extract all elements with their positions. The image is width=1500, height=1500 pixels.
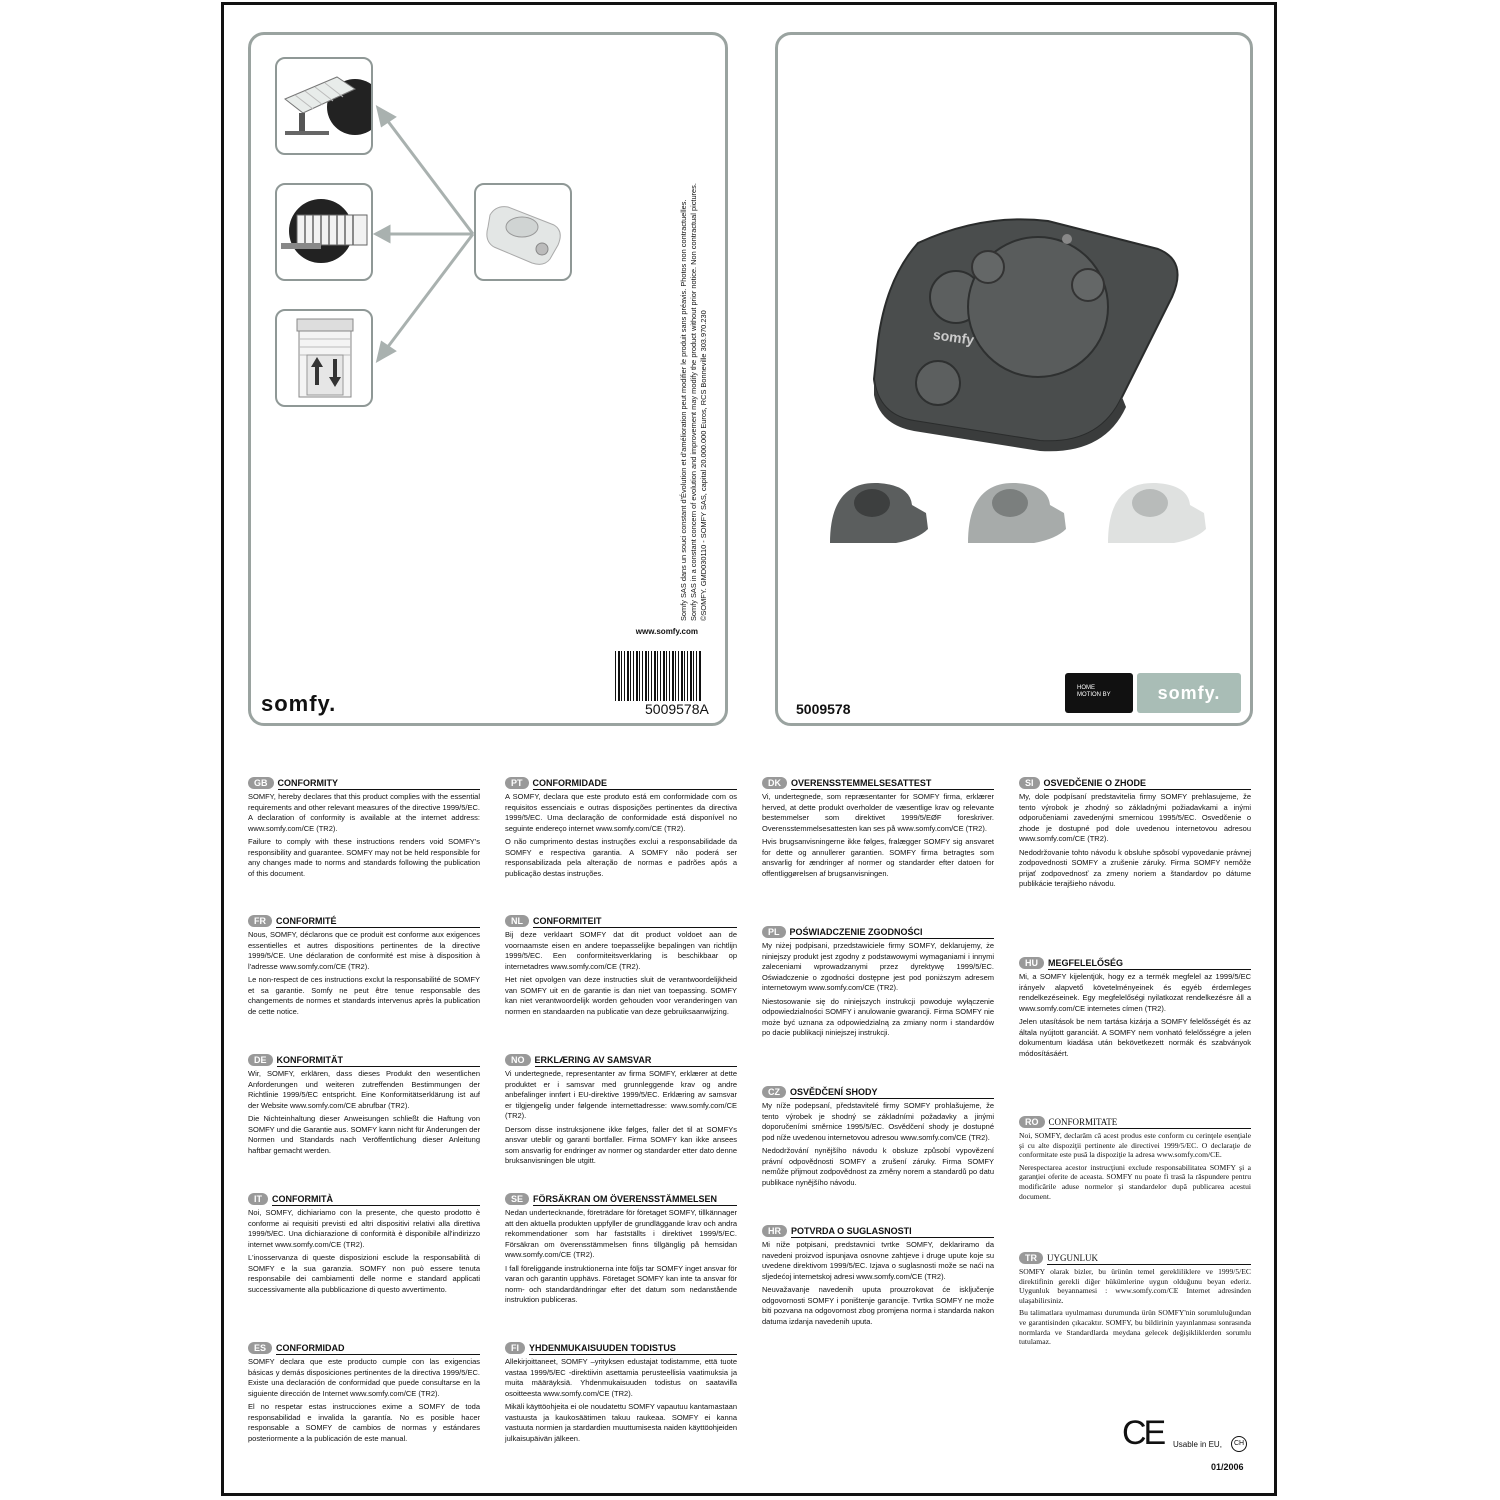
language-code-badge: NL <box>505 915 529 927</box>
section-it <box>248 1192 480 1298</box>
section-tr <box>1019 1251 1251 1350</box>
section-paragraph: Bu talimatlara uyulmaması durumunda ürün SOMFY'nin sorumluluğundan ve garantisinden çıkacaktır. SOMFY, bu bildirinin yayınlanması sonrasında normlarda ve Standardlarda meydana gelecek değişikliklerden sorumlu tutulamaz. <box>1019 1308 1251 1347</box>
section-title: OSVĚDČENÍ SHODY <box>790 1086 994 1099</box>
barcode <box>615 651 701 701</box>
section-paragraph: Nedodržování nynějšího návodu k obsluze způsobí vypovězení právní odpovědnosti SOMFY a zrušení záruky. Firma SOMFY nemůže přijmout zodpovědnost za změny norem a standardů po datu publikace nynějšího návodu. <box>762 1146 994 1187</box>
section-paragraph: Hvis brugsanvisningerne ikke følges, fralægger SOMFY sig ansvaret for dette og annullerer garantien. SOMFY firma betragtes som ansvarlig for ændringer af normer og standarder efter datoen for offentliggørelsen af brugsanvisningen. <box>762 837 994 878</box>
section-header <box>762 1085 994 1099</box>
language-code-badge: HR <box>762 1225 787 1237</box>
section-header <box>248 1341 480 1355</box>
section-no <box>505 1053 737 1170</box>
gate-icon <box>275 183 373 281</box>
language-code-badge: CZ <box>762 1086 786 1098</box>
language-code-badge: NO <box>505 1054 531 1066</box>
section-title: UYGUNLUK <box>1047 1252 1251 1265</box>
section-paragraph: Dersom disse instruksjonene ikke følges, faller det til at SOMFYs ansvar uteblir og garanti bortfaller. Firma SOMFY kan ikke ansees som ansvarlig for endringer av normer og standarder etter dato denne bruksanvisningen ble utgitt. <box>505 1124 737 1165</box>
section-fi <box>505 1341 737 1447</box>
somfy-badge <box>1137 673 1241 713</box>
section-title: FÖRSÄKRAN OM ÖVERENSSTÄMMELSEN <box>533 1193 737 1206</box>
section-gb <box>248 776 480 882</box>
section-paragraph: Neuvažavanje navedenih uputa prouzrokovat će isključenje odgovornosti SOMFY i poništenje garancije. Tvrtka SOMFY ne može biti pozvana na odgovornost zbog promjena norma i standarda nakon datuma izdanja navedenih uputa. <box>762 1285 994 1326</box>
section-header <box>1019 776 1251 790</box>
section-title: CONFORMIDADE <box>533 777 737 790</box>
section-paragraph: My niżej podpisani, przedstawiciele firmy SOMFY, deklarujemy, że niniejszy produkt jest zgodny z podstawowymi wymaganiami i innymi zaleceniami wprowadzanymi przez dyrektywę 1999/5/EC. Oświadczenie o zgodności dostępne jest pod poniższym adresem internetowym www.somfy.com/CE (TR2). <box>762 941 994 992</box>
section-title: ERKLÆRING AV SAMSVAR <box>535 1054 738 1067</box>
language-code-badge: ES <box>248 1342 272 1354</box>
section-paragraph: Jelen utasítások be nem tartása kizárja a SOMFY felelősségét és az általa nyújtott garanciát. A SOMFY nem vonható felelősségre a jelen dokumentum kiadása után bekövetkezett normák és szabványok módosításáért. <box>1019 1017 1251 1058</box>
section-title: CONFORMIDAD <box>276 1342 480 1355</box>
section-paragraph: My níže podepsaní, představitelé firmy SOMFY prohlašujeme, že tento výrobek je shodný se základními požadavky a jinými doporučeními směrnice 1995/5/EC. Osvědčení shody je dostupné pod níže uvedenou internetovou adresou www.somfy.com/CE (TR2). <box>762 1101 994 1142</box>
section-title: CONFORMITEIT <box>533 915 737 928</box>
section-paragraph: SOMFY declara que este producto cumple con las exigencias básicas y demás disposiciones pertinentes de la directiva 1999/5/EC. Existe una declaración de conformidad que puede consultarse en la siguiente dirección de Internet www.somfy.com/CE (TR2). <box>248 1357 480 1398</box>
section-header <box>248 1192 480 1206</box>
section-paragraph: Bij deze verklaart SOMFY dat dit product voldoet aan de voornaamste eisen en andere toepasselijke bepalingen van richtlijn 1999/5/EC. Een conformiteitsverklaring is beschikbaar op internetadres www.somfy.com/CE (TR2). <box>505 930 737 971</box>
language-code-badge: GB <box>248 777 274 789</box>
back-cover-panel <box>248 32 728 726</box>
section-paragraph: SOMFY, hereby declares that this product complies with the essential requirements and other relevant measures of the directive 1999/5/EC. A declaration of conformity is available at the internet address: www.somfy.com/CE (TR2). <box>248 792 480 833</box>
product-code: 5009578 <box>796 701 851 717</box>
section-paragraph: El no respetar estas instrucciones exime a SOMFY de toda responsabilidad e invalida la garantía. No es posible hacer responsable a SOMFY de cambios de normas y estándares posteriormente a la publicación de este manual. <box>248 1402 480 1443</box>
section-header <box>762 1224 994 1238</box>
roller-shutter-icon <box>275 309 373 407</box>
somfy-badge-logo: somfy. <box>1157 683 1221 703</box>
ce-mark: CE <box>1122 1414 1164 1452</box>
section-paragraph: A SOMFY, declara que este produto está em conformidade com os requisitos essenciais e outras disposições pertinentes da directiva 1999/5/EC. Uma declaração de conformidade está disponível no seguinte endereço internet www.somfy.com/CE (TR2). <box>505 792 737 833</box>
legal-notice <box>679 183 709 621</box>
language-code-badge: SI <box>1019 777 1040 789</box>
section-paragraph: Die Nichteinhaltung dieser Anweisungen schließt die Haftung von SOMFY und die Garantie aus. SOMFY kann nicht für Änderungen der Normen und Standards nach Veröffentlichung dieser Anleitung haftbar gemacht werden. <box>248 1114 480 1155</box>
front-cover-panel <box>775 32 1253 726</box>
section-es <box>248 1341 480 1447</box>
section-nl <box>505 914 737 1020</box>
section-header <box>248 776 480 790</box>
section-cz <box>762 1085 994 1191</box>
section-header <box>1019 956 1251 970</box>
section-header <box>505 914 737 928</box>
section-se <box>505 1192 737 1309</box>
section-header <box>505 776 737 790</box>
ch-mark: CH <box>1231 1436 1247 1452</box>
section-title: CONFORMITY <box>278 777 481 790</box>
section-title: CONFORMITÉ <box>276 915 480 928</box>
remote-control-icon <box>474 183 572 281</box>
usable-in-text: Usable in EU, <box>1173 1440 1222 1449</box>
section-pt <box>505 776 737 882</box>
language-code-badge: TR <box>1019 1252 1043 1264</box>
section-paragraph: Mi, a SOMFY kijelentjük, hogy ez a termék megfelel az 1999/5/EC irányelv alapvető követelményeinek és egyéb érdemleges rendelkezéseinek. Egy megfelelőségi nyilatkozat rendelkezésre áll a www.somfy.com/CE internetes címen (TR2). <box>1019 972 1251 1013</box>
section-de <box>248 1053 480 1159</box>
barcode-number: 5009578A <box>645 701 709 717</box>
section-title: POŚWIADCZENIE ZGODNOŚCI <box>790 926 994 939</box>
section-paragraph: Allekirjoittaneet, SOMFY –yrityksen edustajat todistamme, että tuote vastaa 1999/5/EC -direktiivin asettamia perusteellisia vaatimuksia ja muita määräyksiä. Yhdenmukaisuuden todistus on saatavilla osoitteesta www.somfy.com/CE (TR2). <box>505 1357 737 1398</box>
section-paragraph: I fall föreliggande instruktionerna inte följs tar SOMFY inget ansvar för varan och garantin upphävs. Företaget SOMFY kan inte ta ansvar för norm- och standardändringar efter det datum som nedanstående instruktion publiceras. <box>505 1263 737 1304</box>
section-header <box>1019 1115 1251 1129</box>
section-header <box>505 1341 737 1355</box>
home-motion-badge <box>1065 673 1133 713</box>
section-title: OSVEDČENIE O ZHODE <box>1044 777 1251 790</box>
section-title: KONFORMITÄT <box>277 1054 480 1067</box>
section-paragraph: Vi, undertegnede, som repræsentanter for SOMFY firma, erklærer herved, at dette produkt overholder de væsentlige krav og relevante bestemmelser som direktivet 1999/5/EØF foreskriver. Overensstemmelsesattesten kan ses på www.somfy.com/CE (TR2). <box>762 792 994 833</box>
legal-line-fr: Somfy SAS dans un souci constant d'Évolution et d'amélioration peut modifier le produit sans préavis. Photos non contractuelles. <box>679 199 688 621</box>
section-paragraph: Het niet opvolgen van deze instructies sluit de verantwoordelijkheid van SOMFY uit en de garantie is dan niet van toepassing. SOMFY kan niet verantwoordelijk worden gehouden voor veranderingen van normen en standaarden na publicatie van deze gebruiksaanwijzing. <box>505 975 737 1016</box>
section-pl <box>762 925 994 1042</box>
section-dk <box>762 776 994 882</box>
language-code-badge: FR <box>248 915 272 927</box>
legal-line-en: Somfy SAS in a constant concern of evolution and improvement may modify the product without prior notice. Non contractual pictures. <box>689 183 698 621</box>
section-paragraph: Nous, SOMFY, déclarons que ce produit est conforme aux exigences essentielles et autres dispositions pertinentes de la directive 1999/5/CE. Une déclaration de conformité est mise à disposition à l'adresse www.somfy.com/CE (TR2). <box>248 930 480 971</box>
section-header <box>762 776 994 790</box>
section-hr <box>762 1224 994 1330</box>
section-paragraph: Niestosowanie się do niniejszych instrukcji powoduje wyłączenie odpowiedzialności SOMFY i anulowanie gwarancji. Firma SOMFY nie może być uznana za odpowiedzialną za zmiany norm i standardów po dacie publikacji niniejszej instrukcji. <box>762 996 994 1037</box>
section-paragraph: Noi, SOMFY, declarăm că acest produs este conform cu cerinţele esenţiale şi cu alte dispoziţii pertinente ale directivei 1999/5/EC. O declaraţie de conformitate este pusă la dispoziţie la adresa www.somfy.com/CE. <box>1019 1131 1251 1160</box>
section-paragraph: L'inosservanza di queste disposizioni esclude la responsabilità di SOMFY e la sua garanzia. SOMFY non può essere tenuta responsabile dei cambiamenti delle norme e standard applicati successivamente alla pubblicazione di questo avvertimento. <box>248 1253 480 1294</box>
section-title: CONFORMITÀ <box>272 1193 480 1206</box>
language-code-badge: DE <box>248 1054 273 1066</box>
section-paragraph: Nedan undertecknande, företrädare för företaget SOMFY, tillkännager att den aktuella produkten uppfyller de grundläggande krav och andra rekommendationer som har fastställts i direktivet 1999/5/EC. Försäkran om överensstämmelsen finns tillgänglig på hemsidan www.somfy.com/CE (TR2). <box>505 1208 737 1259</box>
awning-icon <box>275 57 373 155</box>
section-header <box>505 1192 737 1206</box>
section-paragraph: My, dole podpísaní predstavitelia firmy SOMFY prehlasujeme, že tento výrobok je zhodný so základnými požiadavkami a inými odporučeniami zavedenými smernicou 1995/5/EC. Osvedčenie o zhode je dostupné pod dole uvedenou internetovou adresou www.somfy.com/CE (TR2). <box>1019 792 1251 843</box>
section-header <box>248 1053 480 1067</box>
language-code-badge: IT <box>248 1193 268 1205</box>
language-code-badge: HU <box>1019 957 1044 969</box>
section-header <box>1019 1251 1251 1265</box>
section-paragraph: Noi, SOMFY, dichiariamo con la presente, che questo prodotto è conforme ai requisiti previsti ed altri dispositivi relativi alla direttiva 1999/5/EC. Una dichiarazione di conformità è disponibile all'indirizzo internet www.somfy.com/CE (TR2). <box>248 1208 480 1249</box>
somfy-logo: somfy. <box>261 691 337 716</box>
section-paragraph: SOMFY olarak bizler, bu ürünün temel gerekliliklere ve 1999/5/EC direktifinin gerekli diğer hükümlerine uygun olduğunu beyan ederiz. Uygunluk beyannamesi : www.somfy.com/CE Internet adresinden ulaşabilirsiniz. <box>1019 1267 1251 1305</box>
legal-line-company: ©SOMFY. GMD030110 - SOMFY SAS, capital 20.000.000 Euros, RCS Bonneville 303.970.230 <box>699 310 708 621</box>
section-paragraph: Nerespectarea acestor instrucţiuni exclude responsabilitatea SOMFY şi a garanţiei oferite de aceasta. SOMFY nu poate fi trasă la răspundere pentru modificările aduse normelor şi standardelor după publicarea acestui document. <box>1019 1162 1251 1201</box>
section-paragraph: Nedodržovanie tohto návodu k obsluhe spôsobí vypovedanie právnej zodpovednosti SOMFY a zrušenie záruky. Firma SOMFY nemôže prijať zodpovednosť za zmeny noriem a štandardov po dátume publikácie terajšieho návodu. <box>1019 847 1251 888</box>
section-title: OVERENSSTEMMELSESATTEST <box>791 777 994 790</box>
language-code-badge: FI <box>505 1342 525 1354</box>
product-illustration <box>778 35 1250 723</box>
section-title: YHDENMUKAISUUDEN TODISTUS <box>529 1342 737 1355</box>
section-paragraph: O não cumprimento destas instruções exclui a responsabilidade da SOMFY e respectiva garantia. A SOMFY não poderá ser responsabilizada pela alteração de normas e padrões após a publicação destas instruções. <box>505 837 737 878</box>
language-code-badge: PL <box>762 926 786 938</box>
website-url: www.somfy.com <box>635 627 698 636</box>
section-paragraph: Mikäli käyttöohjeita ei ole noudatettu SOMFY vapautuu kantamastaan vastuusta ja kaukosäätimen takuu raukeaa. SOMFY ei kanna vastuuta normien ja stardardien muuttumisesta naiden käyttöohjeiden julkaisupäivän jälkeen. <box>505 1402 737 1443</box>
section-paragraph: Failure to comply with these instructions renders void SOMFY's responsibility and guarantee. SOMFY may not be held responsible for any changes made to norms and standards following the publication of this document. <box>248 837 480 878</box>
remote-brand-print: somfy <box>932 326 976 348</box>
section-header <box>762 925 994 939</box>
section-title: CONFORMITATE <box>1049 1116 1252 1129</box>
section-hu <box>1019 956 1251 1062</box>
language-code-badge: SE <box>505 1193 529 1205</box>
section-ro <box>1019 1115 1251 1204</box>
badge-motion-text: MOTION BY <box>1077 692 1111 698</box>
section-fr <box>248 914 480 1020</box>
section-paragraph: Wir, SOMFY, erklären, dass dieses Produkt den wesentlichen Anforderungen und weiteren zutreffenden Bestimmungen der Richtlinie 1999/5/EC entspricht. Eine Konformitätserklärung ist auf der Website www.somfy.com/CE abrufbar (TR2). <box>248 1069 480 1110</box>
language-code-badge: RO <box>1019 1116 1045 1128</box>
section-title: MEGFELELŐSÉG <box>1048 957 1251 970</box>
section-paragraph: Mi niže potpisani, predstavnici tvrtke SOMFY, deklariramo da navedeni proizvod ispunjava osnovne zahtjeve i druge upute koje su uvedene direktivom 1999/5/EC. Izjava o suglasnosti može se naći na sljedećoj internetskoj adresi www.somfy.com/CE (TR2). <box>762 1240 994 1281</box>
badge-home-text: HOME <box>1077 685 1095 691</box>
section-header <box>505 1053 737 1067</box>
issue-date: 01/2006 <box>1211 1462 1244 1472</box>
section-si <box>1019 776 1251 893</box>
section-title: POTVRDA O SUGLASNOSTI <box>791 1225 994 1238</box>
section-header <box>248 914 480 928</box>
language-code-badge: DK <box>762 777 787 789</box>
language-code-badge: PT <box>505 777 529 789</box>
section-paragraph: Vi undertegnede, representanter av firma SOMFY, erklærer at dette produktet er i samsvar med grunnleggende krav og andre anbefalinger innført i EU-direktive 1999/5/EC. Erklæring av samsvar er tilgjengelig under følgende internettadresse: www.somfy.com/CE (TR2). <box>505 1069 737 1120</box>
section-paragraph: Le non-respect de ces instructions exclut la responsabilité de SOMFY et sa garantie. Somfy ne peut être tenue responsable des changements de normes et standards intervenus après la publication de cette notice. <box>248 975 480 1016</box>
